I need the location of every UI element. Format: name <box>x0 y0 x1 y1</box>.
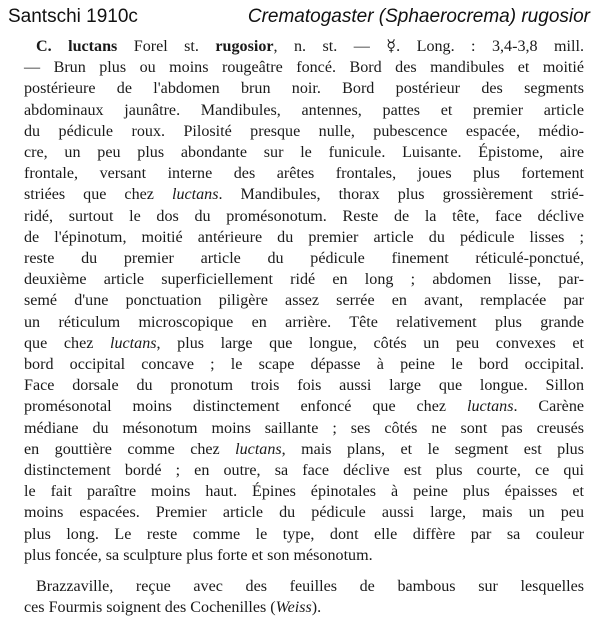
text-segment: ces Fourmis soignent des Cochenilles ( <box>24 599 276 617</box>
subspecies-name: rugosior <box>215 38 274 55</box>
text-line: Brazzaville, reçue avec des feuilles de bambous sur lesquelles <box>36 578 584 596</box>
text-line: postérieure de l'abdomen brun noir. Bord postérieur des segments <box>24 80 584 98</box>
page-header <box>8 6 590 32</box>
text-line: semé d'une ponctuation piligère assez serrée en avant, remplacée par <box>24 292 584 310</box>
text-line <box>24 396 584 417</box>
species-name-italic: luctans <box>466 398 514 416</box>
text-line: — Brun plus ou moins rougeâtre foncé. Bord des mandibules et moitié <box>24 59 584 77</box>
text-line: abdominaux jaunâtre. Mandibules, antennes, pattes et premier article <box>24 101 584 119</box>
text-line <box>24 597 584 618</box>
text-line <box>24 184 584 205</box>
taxon-title: Crematogaster (Sphaerocrema) rugosior <box>247 6 590 27</box>
text-segment: que chez <box>24 334 94 352</box>
text-line: du pédicule roux. Pilosité presque nulle, pubescence espacée, médio- <box>24 122 584 140</box>
citation-label: Santschi 1910c <box>8 6 138 27</box>
genus-abbrev: C. <box>36 38 52 55</box>
text-segment: promésonotal moins distinctement enfoncé que chez <box>24 398 447 416</box>
text-line: plus long. Le reste comme le type, dont elle diffère par sa couleur <box>24 525 584 543</box>
text-segment: en gouttière comme chez <box>24 440 220 458</box>
text-line: un réticulum microscopique en arrière. Tête relativement plus grande <box>24 313 584 331</box>
text-line: frontale, versant interne des arêtes frontales, joues plus fortement <box>24 165 584 183</box>
species-name-italic: luctans <box>235 440 282 458</box>
text-line: bord occipital concave ; le scape dépasse à peine le bord occipital. <box>24 356 584 374</box>
collector-name: Weiss <box>275 599 312 617</box>
text-line <box>24 36 584 57</box>
species-description <box>24 36 584 618</box>
text-segment: . Carène <box>513 398 585 416</box>
text-line: Face dorsale du pronotum trois fois aussi large que longue. Sillon <box>24 377 584 395</box>
text-line <box>24 333 584 354</box>
text-segment: . Mandibules, thorax plus grossièrement strié- <box>218 186 584 204</box>
text-line: reste du premier article du pédicule finement réticulé-ponctué, <box>24 250 584 268</box>
text-line: médiane du mésonotum moins saillante ; ses côtés ne sont pas creusés <box>24 419 584 437</box>
text-line: plus foncée, sa sculpture plus forte et son mésonotum. <box>24 546 373 564</box>
species-name-italic: luctans <box>171 186 219 204</box>
text-segment: , plus large que longue, côtés un peu convexes et <box>156 334 584 352</box>
text-segment: striées que chez <box>24 186 154 204</box>
text-line: le fait paraître moins haut. Épines épinotales à peine plus épaisses et <box>24 483 584 501</box>
text-line: cre, un peu plus abondante sur le funicule. Luisante. Épistome, aire <box>24 144 584 162</box>
text-line: de l'épinotum, moitié antérieure du premier article du pédicule lisses ; <box>24 228 584 246</box>
paragraph-gap <box>24 566 584 576</box>
text-line: ridé, surtout le dos du promésonotum. Reste de la tête, face déclive <box>24 207 584 225</box>
species-name-italic: luctans <box>110 334 157 352</box>
text-line: deuxième article superficiellement ridé en long ; abdomen lisse, par- <box>24 271 584 289</box>
measurement-text: , n. st. — ☿. Long. : 3,4-3,8 mill. <box>273 38 584 55</box>
text-segment: , mais plans, et le segment est plus <box>281 440 584 458</box>
text-segment: ). <box>311 599 322 617</box>
text-line: distinctement bordé ; en outre, sa face déclive est plus courte, ce qui <box>24 462 584 480</box>
text-line: moins espacées. Premier article du pédicule aussi large, mais un peu <box>24 504 584 522</box>
text-line <box>24 439 584 460</box>
species-name: luctans <box>68 38 118 55</box>
author-label: Forel st. <box>133 38 199 55</box>
